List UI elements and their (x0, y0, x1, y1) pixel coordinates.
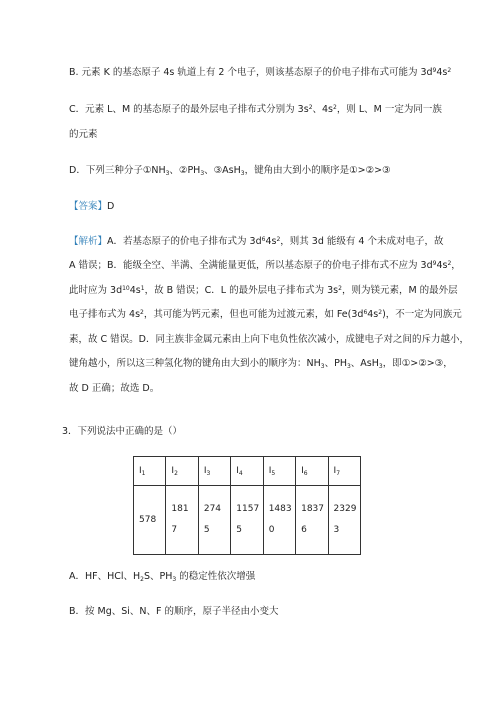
table-header-cell: $I_4$ (231, 457, 263, 486)
option-c-line1: C．元素 L、M 的基态原子的最外层电子排布式分别为 $3s^2$、$4s^2$，则 L、M 一定为同一族 (69, 104, 442, 115)
ionization-table (133, 456, 361, 555)
analysis-tag: 【解析】 (69, 236, 108, 247)
table-header-cell: $I_3$ (198, 457, 230, 486)
option-d: D．下列三种分子$①NH_3$、$②PH_3$、③AsH$_3$，键角由大到小的顺序是①>②>③ (69, 165, 391, 177)
answer-line (69, 200, 114, 214)
table-cell: 181 7 (166, 486, 198, 555)
table-cell: 1837 6 (296, 486, 328, 555)
analysis-line-2: A 错误；B．能级全空、半满、全满能量更低，所以基态原子的价电子排布式不应为 $3d^94s^2$， (69, 260, 461, 271)
answer-value: D (107, 201, 115, 212)
table-header-cell: $I_7$ (328, 457, 360, 486)
table-cell: 2329 3 (328, 486, 360, 555)
question-3-title: 3．下列说法中正确的是（） (62, 426, 183, 437)
q3-option-a: A．HF、HCl、$H_2S$、$PH_3$ 的稳定性依次增强 (69, 571, 256, 583)
analysis-line-5: 素，故 C 错误。D．同主族非金属元素由上向下电负性依次减小，成键电子对之间的斥力越小， (69, 334, 469, 345)
table-header-row (134, 457, 361, 486)
option-c-line2: 的元素 (69, 129, 98, 140)
analysis-line-6: 键角越小，所以这三种氢化物的键角由大到小的顺序为：$NH_3$、$PH_3$、AsH$_3$，即①>②>③， (69, 358, 453, 370)
q3-option-b: B．按 Mg、Si、N、F 的顺序，原子半径由小变大 (69, 606, 279, 617)
table-header-cell: $I_5$ (263, 457, 295, 486)
analysis-line-3: 此时应为 $3d^{10}4s^1$，故 B 错误；C．L 的最外层电子排布式为 $3s^2$，则为镁元素，M 的最外层 (69, 285, 458, 296)
table-cell: 578 (134, 486, 166, 555)
analysis-line-7: 故 D 正确；故选 D。 (69, 383, 160, 394)
option-b: B. 元素 K 的基态原子 4s 轨道上有 2 个电子，则该基态原子的价电子排布式可能为 $3d^94s^2$ (69, 67, 452, 78)
table-header-cell: $I_1$ (134, 457, 166, 486)
answer-tag: 【答案】 (69, 201, 108, 212)
table-cell: 1157 5 (231, 486, 263, 555)
table-header-cell: $I_2$ (166, 457, 198, 486)
table-header-cell: $I_6$ (296, 457, 328, 486)
analysis-line-1: 【解析】A．若基态原子的价电子排布式为 $3d^64s^2$，则其 3d 能级有 4 个未成对电子，故 (69, 236, 444, 247)
table-cell: 1483 0 (263, 486, 295, 555)
analysis-line-4: 电子排布式为 $4s^2$，其可能为钙元素，但也可能为过渡元素，如 $Fe(3d^64s^2)$，不一定为同族元 (69, 309, 462, 320)
table-row (134, 486, 361, 555)
table-cell: 274 5 (198, 486, 230, 555)
